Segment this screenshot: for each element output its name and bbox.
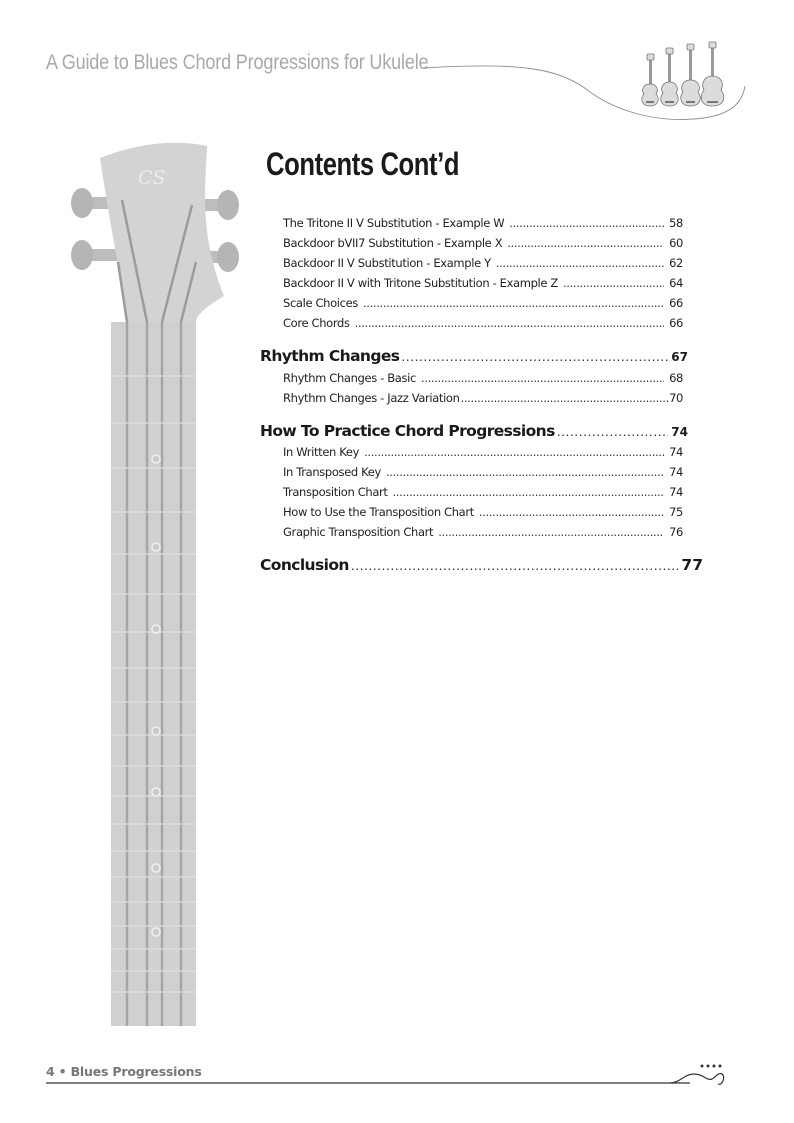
toc-item-page: 76 bbox=[669, 525, 683, 539]
dot-leader bbox=[351, 557, 679, 573]
dot-leader bbox=[393, 485, 665, 499]
dot-leader bbox=[401, 348, 668, 364]
ukulele-neck-illustration bbox=[71, 143, 239, 1026]
toc-item[interactable] bbox=[283, 525, 683, 541]
toc-item-page: 62 bbox=[669, 256, 683, 270]
toc-item[interactable] bbox=[283, 391, 683, 407]
ukulele-scroll-icon bbox=[670, 1065, 724, 1084]
toc-item-label: Rhythm Changes - Basic bbox=[283, 371, 416, 385]
toc-item-label: Rhythm Changes - Jazz Variation bbox=[283, 391, 460, 405]
dot-leader bbox=[364, 445, 664, 459]
dot-leader bbox=[421, 371, 664, 385]
toc-item[interactable] bbox=[283, 316, 683, 332]
toc-item-page: 64 bbox=[669, 276, 683, 290]
dot-leader bbox=[496, 256, 664, 270]
toc-item-page: 58 bbox=[669, 216, 683, 230]
toc-item[interactable] bbox=[283, 505, 683, 521]
toc-item[interactable] bbox=[283, 371, 683, 387]
dot-leader bbox=[363, 296, 664, 310]
toc-section-page: 77 bbox=[681, 556, 703, 574]
footer-section-name: Blues Progressions bbox=[70, 1064, 202, 1079]
toc-item-page: 70 bbox=[669, 391, 683, 405]
toc-section-page: 74 bbox=[671, 425, 688, 439]
toc-item-label: Scale Choices bbox=[283, 296, 358, 310]
footer-page-label bbox=[46, 1064, 202, 1079]
toc-item[interactable] bbox=[283, 465, 683, 481]
dot-leader bbox=[438, 525, 664, 539]
toc-item-label: Backdoor II V with Tritone Substitution - Example Z bbox=[283, 276, 558, 290]
toc-item-label: Transposition Chart bbox=[283, 485, 388, 499]
toc-item[interactable] bbox=[283, 276, 683, 292]
toc-item-page: 75 bbox=[669, 505, 683, 519]
toc-section-page: 67 bbox=[671, 350, 688, 364]
toc-item-label: Graphic Transposition Chart bbox=[283, 525, 434, 539]
toc-item-page: 74 bbox=[669, 445, 683, 459]
toc-item[interactable] bbox=[283, 485, 683, 501]
toc-section-label: Conclusion bbox=[260, 556, 349, 574]
toc-section-rhythm-changes[interactable] bbox=[260, 347, 688, 369]
toc-item-label: Backdoor bVII7 Substitution - Example X bbox=[283, 236, 503, 250]
toc-item[interactable] bbox=[283, 216, 683, 232]
dot-leader bbox=[557, 423, 669, 439]
toc-item-label: Core Chords bbox=[283, 316, 350, 330]
toc-item[interactable] bbox=[283, 236, 683, 252]
neck-logo: CS bbox=[138, 167, 166, 189]
toc-item-page: 60 bbox=[669, 236, 683, 250]
toc-section-label: How To Practice Chord Progressions bbox=[260, 422, 555, 440]
toc-item-label: The Tritone II V Substitution - Example W bbox=[283, 216, 505, 230]
running-header-title: A Guide to Blues Chord Progressions for Ukulele bbox=[46, 51, 429, 74]
contents-title: Contents Cont’d bbox=[266, 146, 460, 182]
footer-page-number: 4 bbox=[46, 1064, 55, 1079]
dot-leader bbox=[355, 316, 664, 330]
footer-separator: • bbox=[58, 1064, 67, 1079]
toc-item-page: 74 bbox=[669, 485, 683, 499]
ukulele-group-icon bbox=[642, 42, 724, 106]
toc-item-label: In Written Key bbox=[283, 445, 360, 459]
toc-item[interactable] bbox=[283, 445, 683, 461]
toc-section-conclusion[interactable] bbox=[260, 556, 703, 578]
dot-leader bbox=[563, 276, 664, 290]
dot-leader bbox=[507, 236, 664, 250]
toc-item-label: Backdoor II V Substitution - Example Y bbox=[283, 256, 491, 270]
dot-leader bbox=[509, 216, 664, 230]
toc-item-page: 66 bbox=[669, 296, 683, 310]
dot-leader bbox=[461, 391, 669, 405]
dot-leader bbox=[386, 465, 664, 479]
toc-section-label: Rhythm Changes bbox=[260, 347, 400, 365]
toc-item-label: In Transposed Key bbox=[283, 465, 381, 479]
toc-section-how-to-practice[interactable] bbox=[260, 422, 688, 444]
toc-item[interactable] bbox=[283, 296, 683, 312]
toc-item-label: How to Use the Transposition Chart bbox=[283, 505, 474, 519]
toc-item-page: 74 bbox=[669, 465, 683, 479]
toc-item-page: 68 bbox=[669, 371, 683, 385]
toc-item-page: 66 bbox=[669, 316, 683, 330]
toc-item[interactable] bbox=[283, 256, 683, 272]
dot-leader bbox=[479, 505, 664, 519]
